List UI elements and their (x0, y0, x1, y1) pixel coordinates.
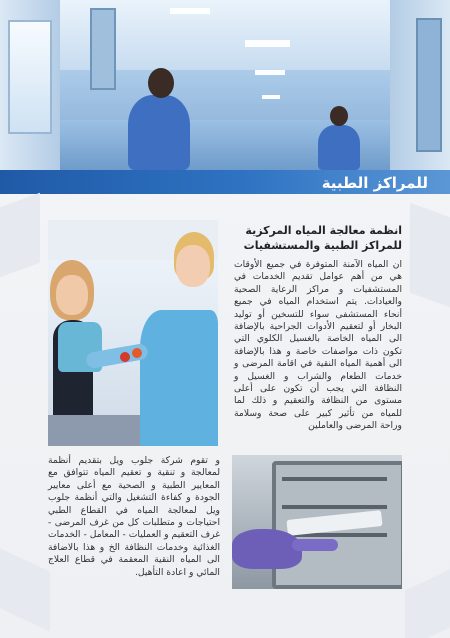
paragraph-1: ان المياه الآمنة المتوفرة في جميع الأوقات هي من أهم عوامل تقديم الخدمات في المستشفيات و مراكز الرعاية الصحية والعيادات. يتم استخدام المياه في جميع أنحاء المستشفى سواء للتسخين أو توليد البخار أو لتعقيم الأدوات الجراحية بالإضافة الى المياه الخاصة بالغسيل الكلوي التي تكون ذات مواصفات خاصة و هذا بالإضافة الى أهمية المياه النقية في اقامة المرضى و خدمات الطعام والشراب و الغسيل و النظافة التي يجب أن تكون على أعلى مستوى من النظافة والتعقيم و ذلك لما للمياه من تأثير كبير على صحة وسلامة وراحة المرضى والعاملين (234, 259, 402, 432)
hospital-corridor-photo (0, 0, 450, 170)
sterilized-instruments-photo (232, 455, 402, 589)
section-title: للمراكز الطبية (321, 174, 428, 192)
dentist-and-patient-photo (48, 220, 218, 446)
article-heading: انظمة معالجة المياه المركزية للمراكز الطبية والمستشفيات (243, 224, 402, 252)
paragraph-2: و تقوم شركة جلوب ويل بتقديم أنظمة لمعالجة و تنقية و تعقيم المياه تتوافق مع المعايير الطبية و الصحية مع أعلى معايير الجودة و كفاءة التشغيل والتي أنظمة جلوب ويل لمعالجة المياه في القطاع الطبي احتياجات و متطلبات كل من غرف المرضى - غرف التعقيم و العمليات - المعامل - الخدمات الغذائية وخدمات النظافة الخ و هذا بالاضافة الى المياه النقية المعقمة في قطاع العلاج المائي و اعادة التأهيل. (48, 455, 220, 578)
